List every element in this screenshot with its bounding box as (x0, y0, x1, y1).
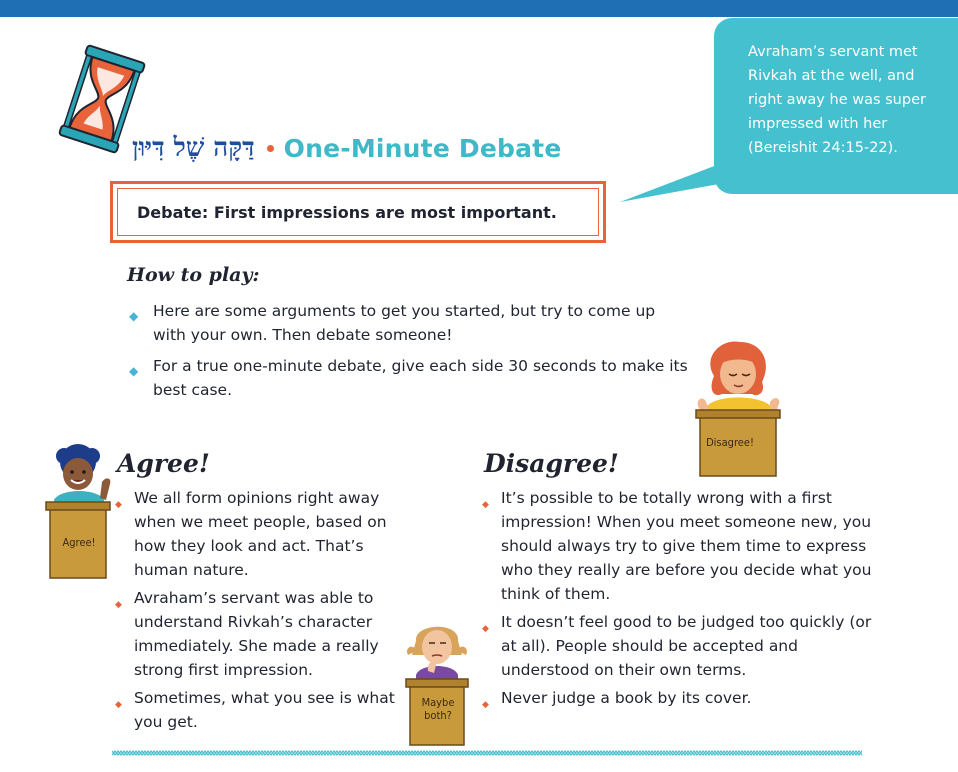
disagree-list (482, 486, 872, 714)
disagree-heading: Disagree! (484, 449, 619, 478)
disagree-podium-label: Disagree! (706, 436, 754, 449)
agree-heading: Agree! (117, 449, 210, 478)
list-item: ◆ For a true one-minute debate, give each side 30 seconds to make its best case. (129, 357, 688, 399)
page-title (132, 128, 561, 168)
diamond-bullet-icon: ◆ (115, 600, 122, 610)
list-item: ◆ It’s possible to be totally wrong with a first impression! When you meet someone new, you should always try to give them time to express who they really are before you decide what you think of them. (482, 489, 872, 603)
how-to-play-title: How to play: (127, 264, 260, 286)
agree-list (115, 486, 415, 738)
list-item: ◆ Never judge a book by its cover. (482, 686, 872, 710)
list-item: ◆ Avraham’s servant was able to understand Rivkah’s character immediately. She made a really strong first impression. (115, 589, 379, 679)
speech-bubble (714, 18, 958, 194)
list-item: ◆ Sometimes, what you see is what you get. (115, 689, 395, 731)
maybe-podium-label: Maybe both? (421, 696, 455, 722)
title-hebrew: דַּקָּה שֶׁל דִּיּוּן (132, 133, 255, 163)
speech-bubble-text: Avraham’s servant met Rivkah at the well, and right away he was super impressed with her (Bereishit 24:15-22). (748, 44, 926, 156)
diamond-bullet-icon: ◆ (115, 700, 122, 710)
disagree-kid-illustration (692, 336, 784, 478)
diamond-bullet-icon: ◆ (129, 309, 139, 323)
agree-kid-illustration (44, 442, 114, 582)
diamond-bullet-icon: ◆ (482, 624, 489, 634)
how-to-play-list (128, 299, 688, 409)
list-item: ◆ We all form opinions right away when we meet people, based on how they look and act. That’s human nature. (115, 489, 387, 579)
title-separator-dot (267, 145, 274, 152)
top-bar (0, 0, 958, 17)
diamond-bullet-icon: ◆ (482, 500, 489, 510)
debate-statement-box (110, 181, 606, 243)
agree-podium-label: Agree! (62, 536, 96, 549)
diamond-bullet-icon: ◆ (115, 500, 122, 510)
debate-statement: Debate: First impressions are most important. (137, 202, 557, 222)
diamond-bullet-icon: ◆ (482, 700, 489, 710)
decorative-bottom-rule (112, 748, 862, 758)
title-english: One-Minute Debate (283, 133, 562, 163)
diamond-bullet-icon: ◆ (129, 364, 139, 378)
debate-statement-inner (117, 188, 599, 236)
list-item: ◆ Here are some arguments to get you started, but try to come up with your own. Then debate someone! (129, 302, 656, 344)
list-item: ◆ It doesn’t feel good to be judged too quickly (or at all). People should be accepted and understood on their own terms. (482, 613, 872, 679)
